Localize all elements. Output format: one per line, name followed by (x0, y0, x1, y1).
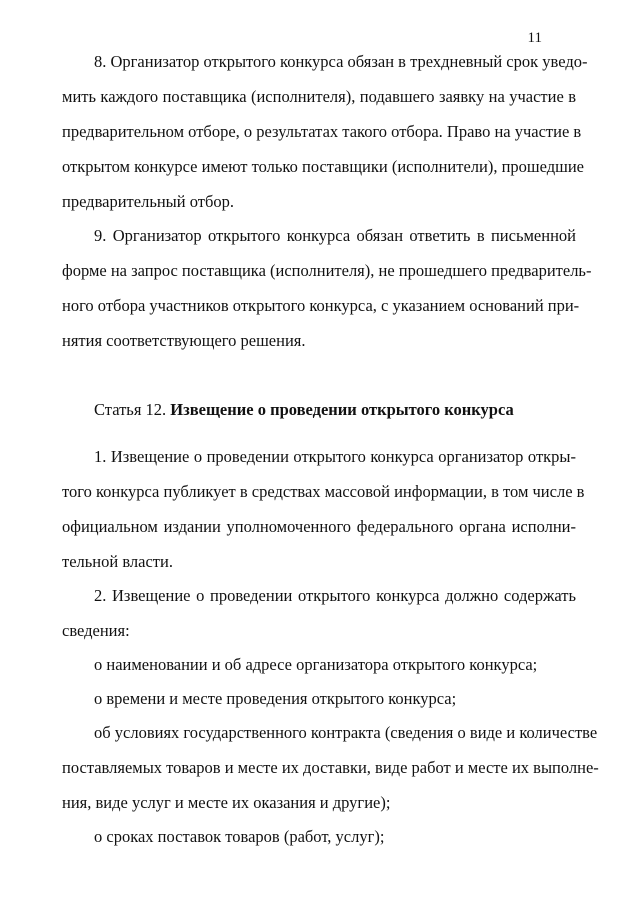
paragraph-8-line-3: предварительном отборе, о результатах такого отбора. Право на участие в (62, 122, 582, 141)
article-12-title: Извещение о проведении открытого конкурса (170, 400, 514, 419)
list-item-contract-line-3: ния, виде услуг и месте их оказания и другие); (62, 793, 391, 812)
article-12-p1-line-1: 1. Извещение о проведении открытого конкурса организатор откры- (94, 447, 576, 466)
paragraph-9-line-1: 9. Организатор открытого конкурса обязан ответить в письменной (94, 226, 576, 245)
paragraph-8-line-2: мить каждого поставщика (исполнителя), подавшего заявку на участие в (62, 87, 576, 106)
article-12-heading (94, 402, 514, 419)
paragraph-9-line-4: нятия соответствующего решения. (62, 331, 306, 350)
list-item-time-place: о времени и месте проведения открытого конкурса; (94, 689, 457, 708)
paragraph-9-line-2: форме на запрос поставщика (исполнителя), не прошедшего предваритель- (62, 261, 592, 280)
list-item-organizer: о наименовании и об адресе организатора открытого конкурса; (94, 655, 538, 674)
paragraph-9-line-3: ного отбора участников открытого конкурса, с указанием оснований при- (62, 296, 580, 315)
article-12-label: Статья 12. (94, 400, 167, 419)
list-item-contract-line-1: об условиях государственного контракта (сведения о виде и количестве (94, 723, 598, 742)
list-item-contract-line-2: поставляемых товаров и месте их доставки, виде работ и месте их выполне- (62, 758, 599, 777)
paragraph-8-line-5: предварительный отбор. (62, 192, 234, 211)
article-12-p1-line-3: официальном издании уполномоченного федерального органа исполни- (62, 517, 576, 536)
paragraph-8-line-4: открытом конкурсе имеют только поставщики (исполнители), прошедшие (62, 157, 584, 176)
paragraph-8-line-1: 8. Организатор открытого конкурса обязан в трехдневный срок уведо- (94, 52, 588, 71)
article-12-p1-line-4: тельной власти. (62, 552, 173, 571)
article-12-p2-line-1: 2. Извещение о проведении открытого конкурса должно содержать (94, 586, 576, 605)
list-item-delivery-terms: о сроках поставок товаров (работ, услуг); (94, 827, 385, 846)
article-12-p1-line-2: того конкурса публикует в средствах массовой информации, в том числе в (62, 482, 585, 501)
article-12-p2-line-2: сведения: (62, 621, 130, 640)
page-number: 11 (527, 30, 542, 46)
